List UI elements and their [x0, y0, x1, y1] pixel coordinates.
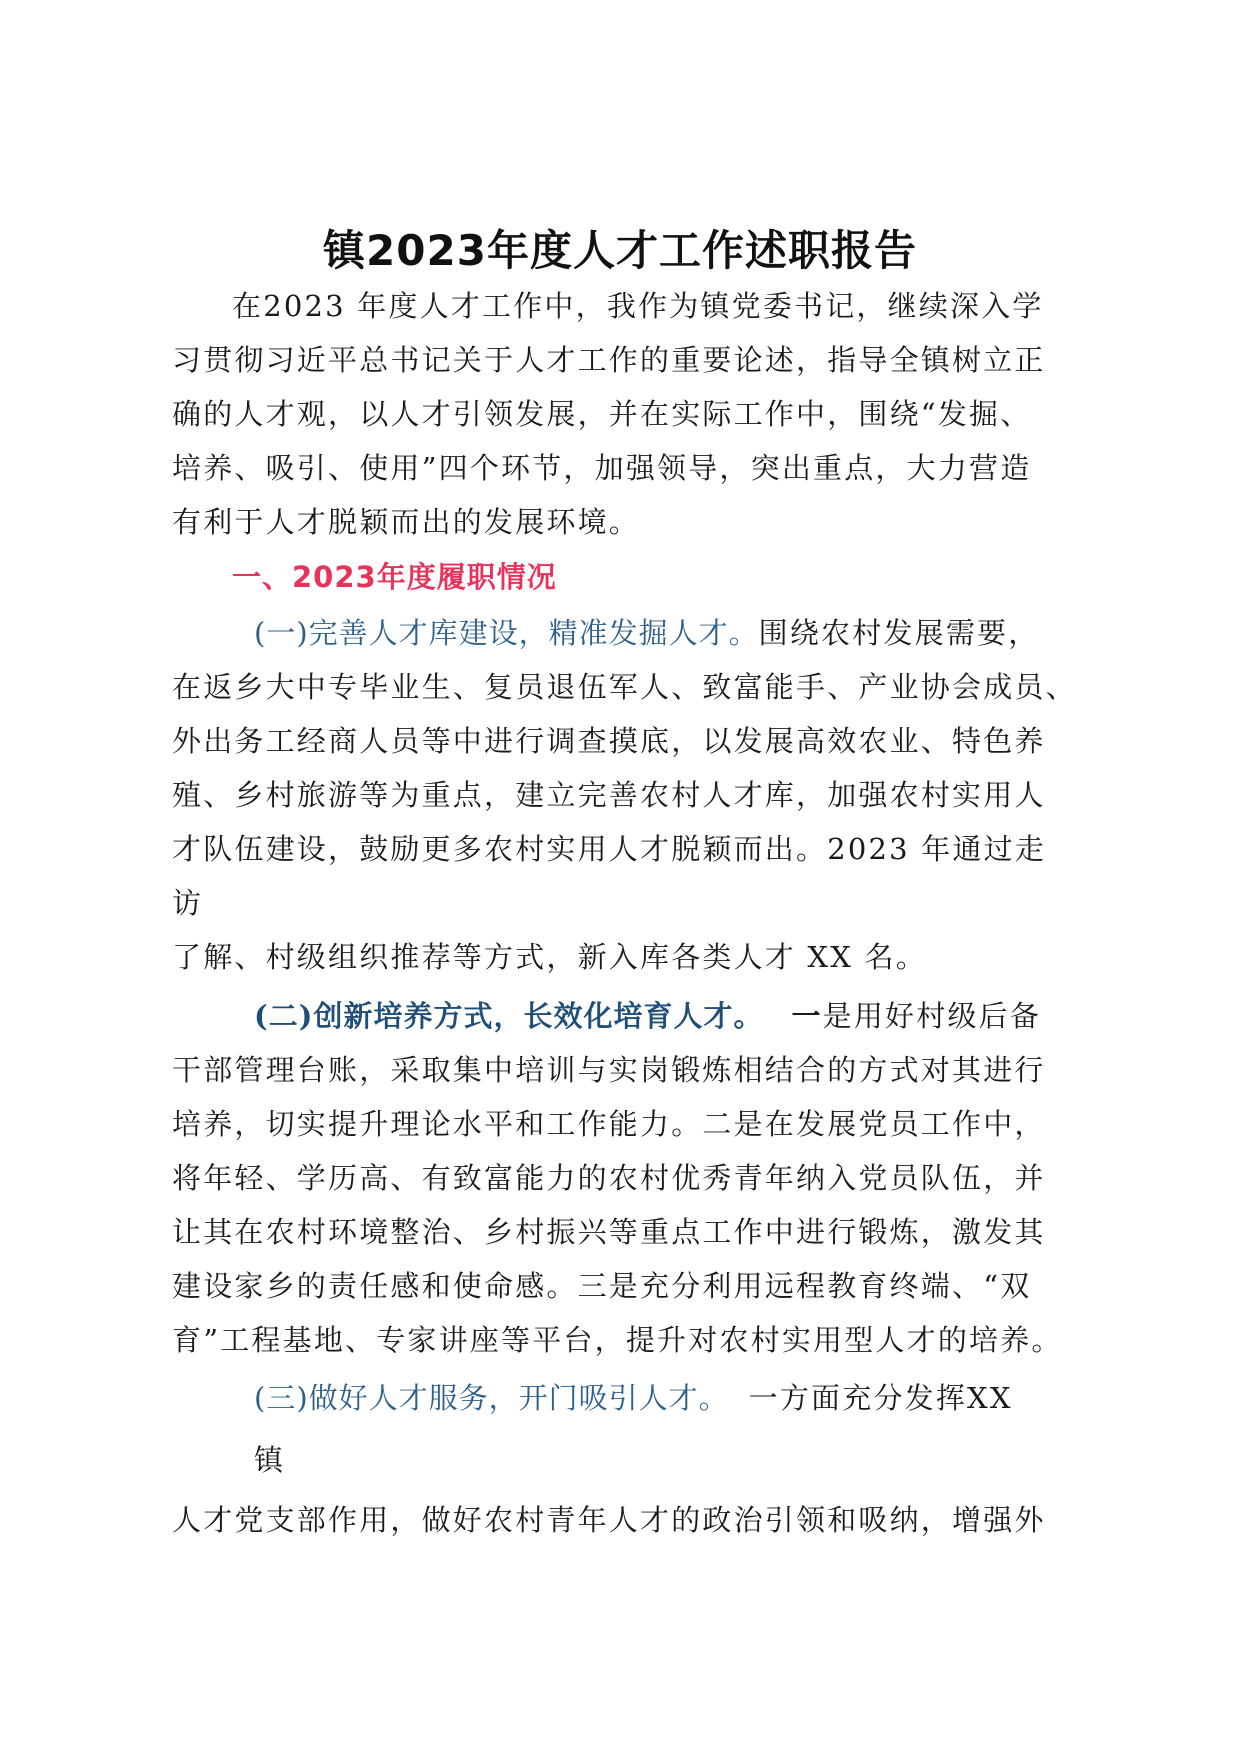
item2-line-4: 将年轻、学历高、有致富能力的农村优秀青年纳入党员队伍，并 — [172, 1161, 1046, 1195]
item1-line-7: 了解、村级组织推荐等方式，新入库各类人才 XX 名。 — [172, 940, 927, 974]
item1-line-3: 外出务工经商人员等中进行调查摸底，以发展高效农业、特色养 — [172, 724, 1046, 758]
section-heading-1: 一、2023年度履职情况 — [232, 560, 557, 594]
item1-heading: (一)完善人才库建设，精准发掘人才。 — [254, 616, 759, 650]
intro-line-4: 培养、吸引、使用”四个环节，加强领导，突出重点，大力营造 — [172, 451, 1032, 485]
item3-line-2: 人才党支部作用，做好农村青年人才的政治引领和吸纳，增强外 — [172, 1503, 1046, 1537]
item1-first-line-rest: 围绕农村发展需要， — [758, 616, 1040, 650]
item2-line-3: 培养，切实提升理论水平和工作能力。二是在发展党员工作中， — [172, 1107, 1046, 1141]
item2-first-line-rest: 是用好村级后备 — [822, 999, 1042, 1033]
item2-line-2: 干部管理台账，采取集中培训与实岗锻炼相结合的方式对其进行 — [172, 1053, 1046, 1087]
item2-line-5: 让其在农村环境整治、乡村振兴等重点工作中进行锻炼，激发其 — [172, 1215, 1046, 1249]
item3-orphan: 镇 — [254, 1443, 286, 1477]
item1-line-6: 访 — [172, 886, 204, 920]
intro-line-2: 习贯彻习近平总书记关于人才工作的重要论述，指导全镇树立正 — [172, 343, 1046, 377]
item2-line-7: 育”工程基地、专家讲座等平台，提升对农村实用型人才的培养。 — [172, 1323, 1063, 1357]
intro-line-3: 确的人才观，以人才引领发展，并在实际工作中，围绕“发掘、 — [172, 397, 1032, 431]
item3-first-line-rest: 一方面充分发挥XX — [748, 1381, 1013, 1415]
item1-line-5: 才队伍建设，鼓励更多农村实用人才脱颖而出。2023 年通过走 — [172, 832, 1047, 866]
item2-first-bold: 一 — [791, 999, 823, 1033]
item1-line-4: 殖、乡村旅游等为重点，建立完善农村人才库，加强农村实用人 — [172, 778, 1046, 812]
item2-line-6: 建设家乡的责任感和使命感。三是充分利用远程教育终端、“双 — [172, 1269, 1032, 1303]
item3-heading: (三)做好人才服务，开门吸引人才。 — [254, 1381, 729, 1415]
document-title: 镇2023年度人才工作述职报告 — [323, 226, 917, 275]
item2-heading: (二)创新培养方式，长效化培育人才。 — [254, 999, 764, 1033]
item2-first-line — [254, 996, 1041, 1036]
intro-line-1: 在2023 年度人才工作中，我作为镇党委书记，继续深入学 — [232, 289, 1044, 323]
intro-line-5: 有利于人才脱颖而出的发展环境。 — [172, 505, 641, 539]
item1-line-2: 在返乡大中专毕业生、复员退伍军人、致富能手、产业协会成员、 — [172, 670, 1077, 704]
item1-first-line — [254, 613, 1039, 653]
item3-first-line — [254, 1378, 1013, 1418]
